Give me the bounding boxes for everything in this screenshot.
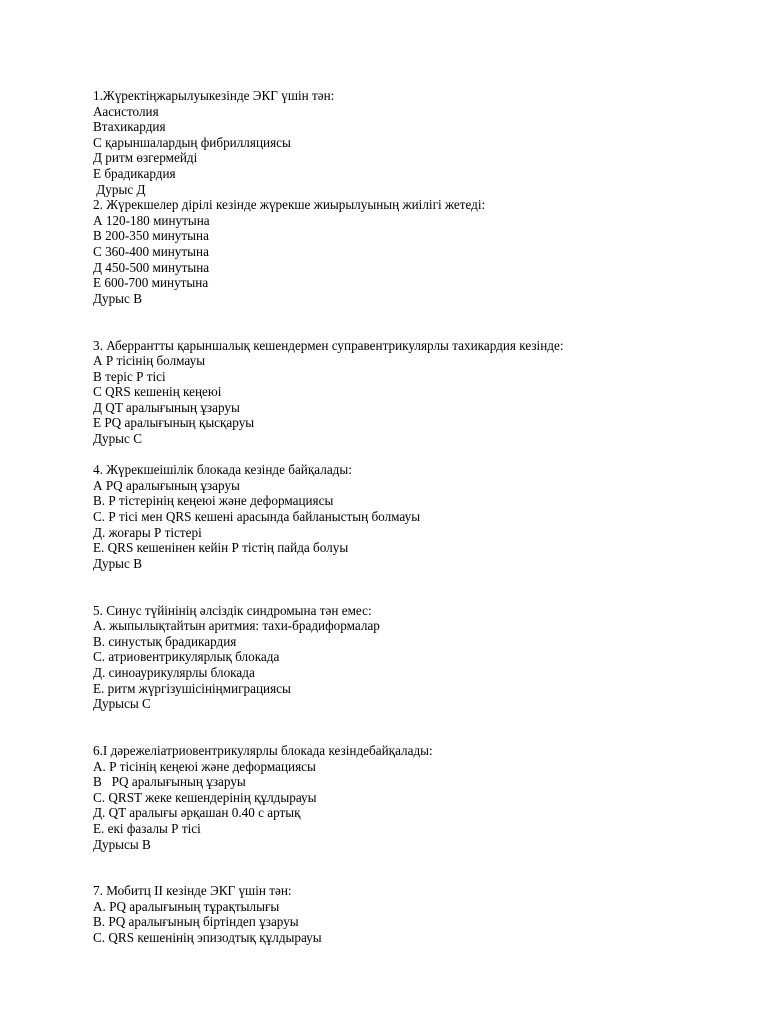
question-2-option-e: Е 600-700 минутына xyxy=(93,275,209,291)
question-3-title: 3. Аберрантты қарыншалық кешендермен суправентрикулярлы тахикардия кезінде: xyxy=(93,337,564,353)
question-3-answer: Дурыс С xyxy=(93,431,142,447)
question-4-option-b: В. Р тістерінің кеңеюі және деформациясы xyxy=(93,493,334,509)
question-6-title: 6.І дәрежеліатриовентрикулярлы блокада кезіндебайқалады: xyxy=(93,742,433,758)
question-5-option-c: С. атриовентрикулярлық блокада xyxy=(93,649,280,665)
question-1-option-c: С қарыншалардың фибрилляциясы xyxy=(93,134,291,150)
question-5-option-e: Е. ритм жүргізушісініңмиграциясы xyxy=(93,680,291,696)
question-7-title: 7. Мобитц ІІ кезінде ЭКГ үшін тән: xyxy=(93,883,292,899)
question-1 xyxy=(93,88,743,197)
question-6-answer: Дурысы В xyxy=(93,836,151,852)
spacer xyxy=(93,306,743,337)
question-4-option-d: Д. жоғары Р тістері xyxy=(93,524,202,540)
question-7-option-c: С. QRS кешенінің эпизодтық құлдырауы xyxy=(93,930,322,946)
question-6-option-a: А. Р тісінің кеңеюі және деформациясы xyxy=(93,758,316,774)
question-2 xyxy=(93,197,743,306)
question-4-option-a: А PQ аралығының ұзаруы xyxy=(93,477,240,493)
question-1-option-e: Е брадикардия xyxy=(93,165,176,181)
question-1-option-d: Д ритм өзгермейді xyxy=(93,150,198,166)
question-4-option-c: С. Р тісі мен QRS кешені арасында байланыстың болмауы xyxy=(93,509,421,525)
document-page xyxy=(93,88,743,946)
question-7-option-b: В. PQ аралығының біртіндеп ұзаруы xyxy=(93,914,299,930)
question-5-option-b: В. синустық брадикардия xyxy=(93,633,237,649)
question-3-option-e: Е PQ аралығының қысқаруы xyxy=(93,415,255,431)
question-3-option-a: А Р тісінің болмауы xyxy=(93,353,206,369)
question-3-option-c: С QRS кешенің кеңеюі xyxy=(93,384,222,400)
question-2-option-b: В 200-350 минутына xyxy=(93,228,209,244)
question-4-option-e: Е. QRS кешенінен кейін Р тістің пайда болуы xyxy=(93,540,349,556)
question-5-answer: Дурысы С xyxy=(93,696,151,712)
question-1-option-a: Аасистолия xyxy=(93,103,159,119)
question-6-option-d: Д. QT аралығы әрқашан 0.40 с артық xyxy=(93,805,301,821)
question-6-option-c: С. QRST жеке кешендерінің құлдырауы xyxy=(93,789,317,805)
question-1-title: 1.Жүректіңжарылуыкезінде ЭКГ үшін тән: xyxy=(93,88,335,103)
question-3-option-b: В теріс Р тісі xyxy=(93,368,166,384)
question-5-option-a: А. жыпылықтайтын аритмия: тахи-брадиформалар xyxy=(93,618,380,634)
spacer xyxy=(93,447,743,463)
question-2-title: 2. Жүрекшелер дірілі кезінде жүрекше жиырылуының жиілігі жетеді: xyxy=(93,197,486,213)
question-6-option-e: Е. екі фазалы Р тісі xyxy=(93,820,201,836)
question-4-answer: Дурыс В xyxy=(93,555,142,571)
spacer xyxy=(93,712,743,743)
question-1-answer: Дурыс Д xyxy=(93,181,146,197)
question-1-option-b: Втахикардия xyxy=(93,119,166,135)
question-7-option-a: А. PQ аралығының тұрақтылығы xyxy=(93,898,280,914)
spacer xyxy=(93,571,743,602)
question-4-title: 4. Жүрекшеішілік блокада кезінде байқалады: xyxy=(93,462,352,478)
question-5-title: 5. Синус түйінінің әлсіздік синдромына тән емес: xyxy=(93,602,372,618)
question-5 xyxy=(93,603,743,712)
question-3 xyxy=(93,338,743,447)
question-2-option-d: Д 450-500 минутына xyxy=(93,259,210,275)
question-3-option-d: Д QT аралығының ұзаруы xyxy=(93,399,240,415)
question-2-option-a: А 120-180 минутына xyxy=(93,212,210,228)
question-6-option-b: В PQ аралығының ұзаруы xyxy=(93,774,246,790)
question-7 xyxy=(93,883,743,945)
question-2-option-c: С 360-400 минутына xyxy=(93,243,209,259)
spacer xyxy=(93,852,743,883)
question-2-answer: Дурыс В xyxy=(93,290,142,306)
question-6 xyxy=(93,743,743,852)
question-5-option-d: Д. синоаурикулярлы блокада xyxy=(93,664,255,680)
question-4 xyxy=(93,462,743,571)
